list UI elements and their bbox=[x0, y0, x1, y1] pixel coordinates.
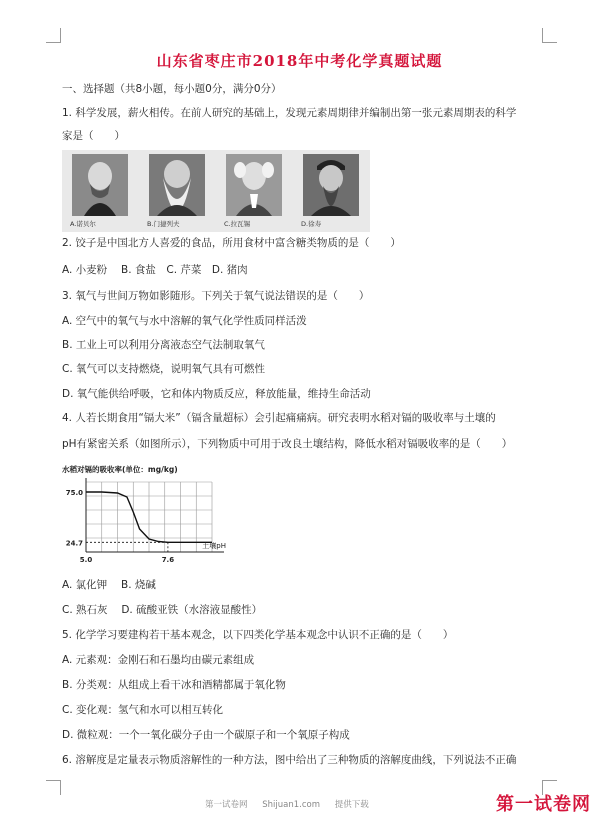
x-tick-label: 7.6 bbox=[161, 556, 175, 564]
question-3: 3. 氧气与世间万物如影随形。下列关于氧气说法错误的是（ ） bbox=[62, 290, 370, 302]
section-heading: 一、选择题（共8小题，每小题0分，满分0分） bbox=[62, 83, 282, 95]
question-3-option-c: C. 氧气可以支持燃烧，说明氧气具有可燃性 bbox=[62, 363, 266, 375]
portrait-b-caption: B.门捷列夫 bbox=[147, 220, 180, 228]
portrait-a bbox=[62, 150, 139, 232]
page-title: 山东省枣庄市2018年中考化学真题试题 bbox=[156, 52, 443, 70]
portrait-c bbox=[216, 150, 293, 232]
crop-mark-top-right bbox=[542, 28, 557, 43]
question-6: 6. 溶解度是定量表示物质溶解性的一种方法，图中给出了三种物质的溶解度曲线，下列说法不正确 bbox=[62, 754, 517, 766]
question-5-option-d: D. 微粒观：一个一氧化碳分子由一个碳原子和一个氧原子构成 bbox=[62, 729, 350, 741]
y-tick-label: 75.0 bbox=[65, 489, 83, 497]
question-3-option-d: D. 氧气能供给呼吸，它和体内物质反应，释放能量，维持生命活动 bbox=[62, 388, 371, 400]
x-axis-label: 土壤pH bbox=[202, 542, 226, 550]
crop-mark-bottom-left bbox=[46, 780, 61, 795]
question-5-option-c: C. 变化观：氢气和水可以相互转化 bbox=[62, 704, 224, 716]
question-3-option-a: A. 空气中的氧气与水中溶解的氧气化学性质同样活泼 bbox=[62, 315, 307, 327]
question-2: 2. 饺子是中国北方人喜爱的食品，所用食材中富含糖类物质的是（ ） bbox=[62, 237, 401, 249]
x-tick-label: 5.0 bbox=[79, 556, 93, 564]
chart-title: 水稻对镉的吸收率(单位：mg/kg) bbox=[62, 465, 178, 474]
question-1-line-2: 家是（ ） bbox=[62, 130, 125, 142]
question-5: 5. 化学学习要建构若干基本观念，以下四类化学基本观念中认识不正确的是（ ） bbox=[62, 629, 454, 641]
footer-note: 提供下载 bbox=[334, 800, 369, 810]
portrait-d bbox=[293, 150, 370, 232]
chart-plot bbox=[62, 464, 232, 574]
question-4-options-cd: C. 熟石灰 D. 硫酸亚铁（水溶液显酸性） bbox=[62, 604, 263, 616]
question-4-options-ab: A. 氯化钾 B. 烧碱 bbox=[62, 579, 156, 591]
question-4-line-1: 4. 人若长期食用“镉大米”（镉含量超标）会引起痛痛病。研究表明水稻对镉的吸收率与土壤的 bbox=[62, 412, 496, 424]
question-1-line-1: 1. 科学发展，薪火相传。在前人研究的基础上，发现元素周期律并编制出第一张元素周期表的科学 bbox=[62, 107, 517, 119]
question-2-options: A. 小麦粉 B. 食盐 C. 芹菜 D. 猪肉 bbox=[62, 264, 248, 276]
crop-mark-top-left bbox=[46, 28, 61, 43]
portrait-b bbox=[139, 150, 216, 232]
scientist-portraits bbox=[62, 150, 370, 232]
footer-url[interactable]: Shijuan1.com bbox=[262, 800, 320, 810]
question-5-option-b: B. 分类观：从组成上看干冰和酒精都属于氧化物 bbox=[62, 679, 286, 691]
portrait-a-caption: A.诺贝尔 bbox=[70, 220, 96, 228]
brand-logo-text: 第一试卷网 bbox=[496, 794, 591, 815]
footer-site: 第一试卷网 bbox=[205, 800, 248, 810]
cadmium-absorption-chart bbox=[62, 464, 232, 574]
page-footer bbox=[205, 798, 381, 810]
y-tick-label: 24.7 bbox=[65, 539, 83, 548]
question-5-option-a: A. 元素观：金刚石和石墨均由碳元素组成 bbox=[62, 654, 255, 666]
portrait-c-caption: C.拉瓦锡 bbox=[224, 220, 251, 228]
question-4-line-2: pH有紧密关系（如图所示），下列物质中可用于改良土壤结构，降低水稻对镉吸收率的是（ ） bbox=[62, 438, 513, 450]
question-3-option-b: B. 工业上可以利用分离液态空气法制取氧气 bbox=[62, 339, 265, 351]
portrait-d-caption: D.徐寿 bbox=[301, 220, 322, 228]
